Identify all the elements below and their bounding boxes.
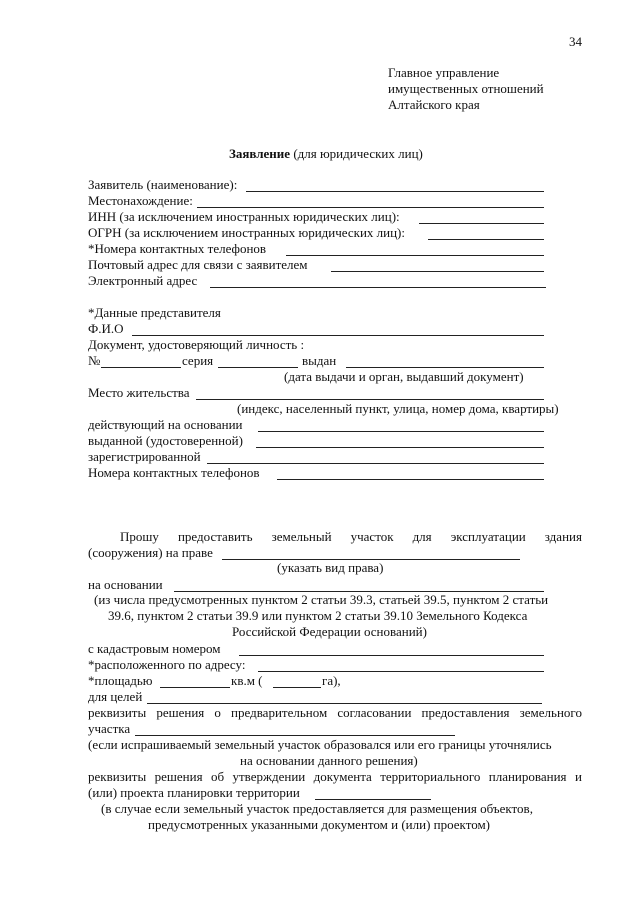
phones-field[interactable] (286, 255, 544, 256)
representative-heading: *Данные представителя (88, 305, 221, 320)
area-sqm-field[interactable] (160, 687, 230, 688)
request-word: здания (544, 529, 582, 544)
address-field[interactable] (258, 671, 544, 672)
residence-hint: (индекс, населенный пункт, улица, номер дома, квартиры) (237, 401, 559, 416)
addressee-line-1: Главное управление (388, 65, 500, 80)
prelim-hint-2: на основании данного решения) (240, 753, 418, 768)
cadastral-field[interactable] (239, 655, 544, 656)
doc-number-label: № (88, 353, 101, 368)
prelim-word: о (214, 705, 221, 720)
fio-field[interactable] (132, 335, 544, 336)
plan-hint-2: предусмотренных указанными документом и (или) проектом) (148, 817, 491, 832)
plan-word: об (210, 769, 225, 784)
right-type-hint: (указать вид права) (277, 560, 384, 575)
planning-decision-line (88, 770, 582, 783)
right-type-label: (сооружения) на праве (88, 545, 213, 560)
plan-word: территориального (380, 769, 481, 784)
basis-hint-3: Российской Федерации оснований) (232, 624, 427, 639)
location-field[interactable] (197, 207, 544, 208)
location-label: Местонахождение: (88, 193, 193, 208)
document-title (229, 147, 423, 160)
cadastral-label: с кадастровым номером (88, 641, 221, 656)
registered-field[interactable] (207, 463, 544, 464)
plan-word: утверждении (232, 769, 306, 784)
applicant-name-field[interactable] (246, 191, 544, 192)
basis-hint-2: 39.6, пунктом 2 статьи 39.9 или пунктом 2 статьи 39.10 Земельного Кодекса (108, 608, 528, 623)
prelim-word: решения (156, 705, 205, 720)
applicant-name-label: Заявитель (наименование): (88, 177, 238, 192)
area-unit-label: кв.м ( (231, 673, 263, 688)
doc-issued-field[interactable] (346, 367, 544, 368)
request-word: для (412, 529, 432, 544)
planning-project-field[interactable] (315, 799, 431, 800)
prelim-word: предварительном (231, 705, 328, 720)
acting-basis-label: действующий на основании (88, 417, 243, 432)
title-bold: Заявление (229, 146, 291, 161)
addressee-line-2: имущественных отношений (388, 81, 544, 96)
purpose-field[interactable] (147, 703, 542, 704)
issued-certified-field[interactable] (256, 447, 544, 448)
acting-basis-field[interactable] (258, 431, 544, 432)
issued-certified-label: выданной (удостоверенной) (88, 433, 243, 448)
area-ha-field[interactable] (273, 687, 321, 688)
basis-hint-1: (из числа предусмотренных пунктом 2 статьи 39.3, статьей 39.5, пунктом 2 статьи (94, 592, 549, 607)
phones-label: *Номера контактных телефонов (88, 241, 267, 256)
request-word: участок (350, 529, 394, 544)
rep-phones-label: Номера контактных телефонов (88, 465, 260, 480)
email-field[interactable] (210, 287, 546, 288)
residence-label: Место жительства (88, 385, 190, 400)
plan-word: документа (313, 769, 372, 784)
area-ha-label: га), (322, 673, 341, 688)
planning-project-label: (или) проекта планировки территории (88, 785, 300, 800)
plot-label: участка (88, 721, 131, 736)
request-word: эксплуатации (450, 529, 526, 544)
ogrn-label: ОГРН (за исключением иностранных юридических лиц): (88, 225, 405, 240)
prelim-word: предоставления (421, 705, 510, 720)
id-document-label: Документ, удостоверяющий личность : (88, 337, 305, 352)
address-label: *расположенного по адресу: (88, 657, 246, 672)
prelim-word: реквизиты (88, 705, 147, 720)
postal-address-field[interactable] (331, 271, 544, 272)
doc-series-field[interactable] (218, 367, 298, 368)
doc-number-field[interactable] (101, 367, 181, 368)
purpose-label: для целей (88, 689, 143, 704)
residence-field[interactable] (196, 399, 544, 400)
request-word: предоставить (177, 529, 253, 544)
basis-label: на основании (88, 577, 163, 592)
prelim-decision-field[interactable] (135, 735, 455, 736)
plan-word: реквизиты (88, 769, 147, 784)
doc-issued-label: выдан (302, 353, 337, 368)
email-label: Электронный адрес (88, 273, 198, 288)
plan-word: решения (154, 769, 203, 784)
request-intro-line (120, 530, 582, 543)
fio-label: Ф.И.О (88, 321, 124, 336)
page-number: 34 (569, 34, 582, 49)
inn-field[interactable] (419, 223, 544, 224)
inn-label: ИНН (за исключением иностранных юридических лиц): (88, 209, 400, 224)
prelim-decision-line (88, 706, 582, 719)
prelim-word: земельного (519, 705, 582, 720)
registered-label: зарегистрированной (88, 449, 201, 464)
request-word: Прошу (120, 529, 159, 544)
prelim-word: согласовании (337, 705, 412, 720)
request-word: земельный (271, 529, 332, 544)
rep-phones-field[interactable] (277, 479, 544, 480)
doc-issued-hint: (дата выдачи и орган, выдавший документ) (284, 369, 524, 384)
plan-word: планирования (488, 769, 567, 784)
area-label: *площадью (88, 673, 153, 688)
prelim-hint-1: (если испрашиваемый земельный участок образовался или его границы уточнялись (88, 737, 552, 752)
ogrn-field[interactable] (428, 239, 544, 240)
addressee-line-3: Алтайского края (388, 97, 480, 112)
doc-series-label: серия (182, 353, 214, 368)
plan-word: и (574, 769, 582, 784)
plan-hint-1: (в случае если земельный участок предоставляется для размещения объектов, (101, 801, 533, 816)
postal-address-label: Почтовый адрес для связи с заявителем (88, 257, 308, 272)
title-rest: (для юридических лиц) (290, 146, 423, 161)
